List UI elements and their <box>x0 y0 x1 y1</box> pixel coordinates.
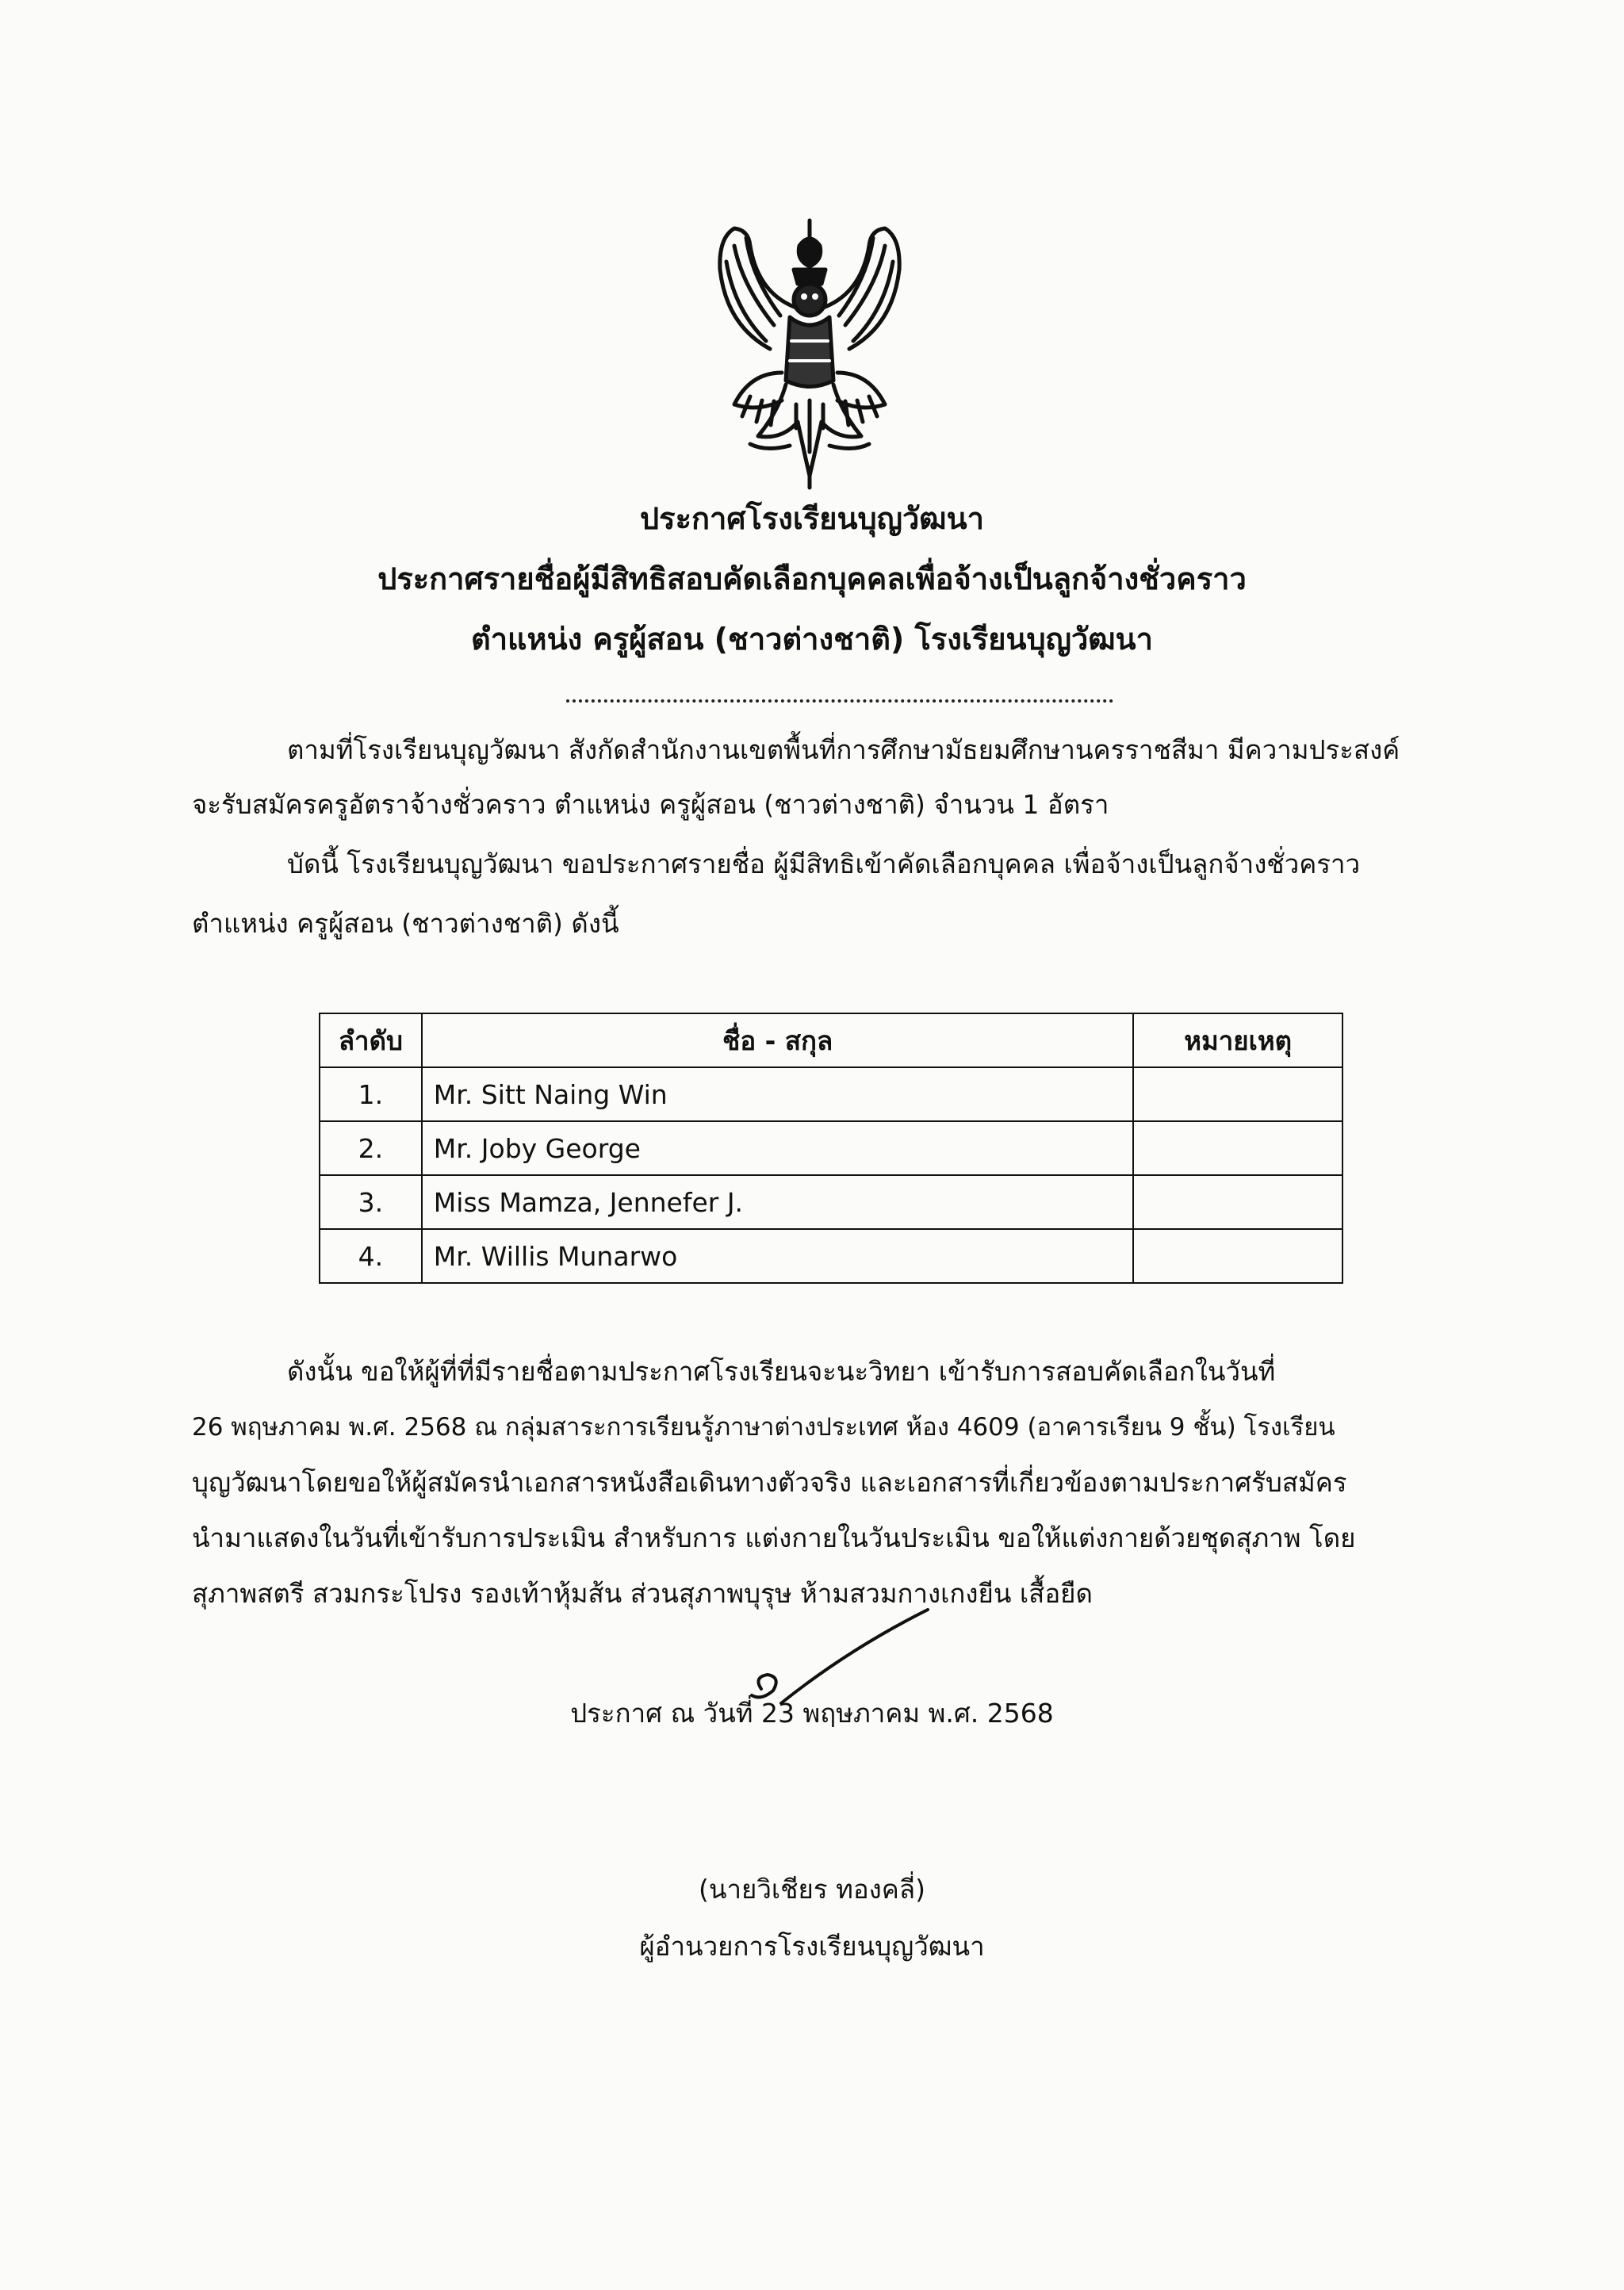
row-note <box>1133 1229 1342 1283</box>
signer-name: (นายวิเชียร ทองคลี่) <box>699 1874 925 1905</box>
table-header-row <box>320 1013 1342 1067</box>
row-name: Mr. Sitt Naing Win <box>422 1067 1134 1121</box>
column-header-name: ชื่อ - สกุล <box>422 1013 1134 1067</box>
column-header-note: หมายเหตุ <box>1133 1013 1342 1067</box>
signature-mark <box>737 1602 944 1721</box>
row-number: 1. <box>320 1067 422 1121</box>
row-number: 4. <box>320 1229 422 1283</box>
table-row <box>320 1175 1342 1229</box>
table-row <box>320 1067 1342 1121</box>
row-name: Mr. Joby George <box>422 1121 1134 1175</box>
announce-paragraph-line-2: ตำแหน่ง ครูผู้สอน (ชาวต่างชาติ) ดังนี้ <box>192 908 619 939</box>
table-row <box>320 1229 1342 1283</box>
garuda-emblem-icon <box>703 214 917 492</box>
row-note <box>1133 1121 1342 1175</box>
announcement-subject: ประกาศรายชื่อผู้มีสิทธิสอบคัดเลือกบุคคลเพื่อจ้างเป็นลูกจ้างชั่วคราว <box>377 561 1247 596</box>
row-name: Miss Mamza, Jennefer J. <box>422 1175 1134 1229</box>
announcement-position: ตำแหน่ง ครูผู้สอน (ชาวต่างชาติ) โรงเรียนบุญวัฒนา <box>471 622 1153 657</box>
table-row <box>320 1121 1342 1175</box>
dotted-divider <box>566 687 1113 703</box>
conclusion-line-4: นำมาแสดงในวันที่เข้ารับการประเมิน สำหรับการ แต่งกายในวันประเมิน ขอให้แต่งกายด้วยชุดสุภาพ โดย <box>192 1522 1356 1553</box>
announce-paragraph-line-1: บัดนี้ โรงเรียนบุญวัฒนา ขอประกาศรายชื่อ ผู้มีสิทธิเข้าคัดเลือกบุคคล เพื่อจ้างเป็นลูกจ้างชั่วคราว <box>287 848 1361 879</box>
column-header-number: ลำดับ <box>320 1013 422 1067</box>
intro-paragraph-line-1: ตามที่โรงเรียนบุญวัฒนา สังกัดสำนักงานเขตพื้นที่การศึกษามัธยมศึกษานครราชสีมา มีความประสงค์ <box>287 734 1400 765</box>
candidate-table <box>319 1013 1343 1284</box>
conclusion-line-2: 26 พฤษภาคม พ.ศ. 2568 ณ กลุ่มสาระการเรียนรู้ภาษาต่างประเทศ ห้อง 4609 (อาคารเรียน 9 ชั้น) โรงเรียน <box>192 1413 1335 1442</box>
row-note <box>1133 1175 1342 1229</box>
conclusion-line-1: ดังนั้น ขอให้ผู้ที่ที่มีรายชื่อตามประกาศโรงเรียนจะนะวิทยา เข้ารับการสอบคัดเลือกในวันที่ <box>287 1356 1276 1387</box>
announcement-title: ประกาศโรงเรียนบุญวัฒนา <box>640 501 984 536</box>
conclusion-line-3: บุญวัฒนาโดยขอให้ผู้สมัครนำเอกสารหนังสือเดินทางตัวจริง และเอกสารที่เกี่ยวข้องตามประกาศรับสมัคร <box>192 1467 1347 1498</box>
intro-paragraph-line-2: จะรับสมัครครูอัตราจ้างชั่วคราว ตำแหน่ง ครูผู้สอน (ชาวต่างชาติ) จำนวน 1 อัตรา <box>192 789 1109 820</box>
announcement-date: ประกาศ ณ วันที่ 23 พฤษภาคม พ.ศ. 2568 <box>570 1698 1054 1729</box>
row-number: 2. <box>320 1121 422 1175</box>
row-name: Mr. Willis Munarwo <box>422 1229 1134 1283</box>
conclusion-line-5: สุภาพสตรี สวมกระโปรง รองเท้าหุ้มส้น ส่วนสุภาพบุรุษ ห้ามสวมกางเกงยีน เสื้อยืด <box>192 1578 1093 1609</box>
row-number: 3. <box>320 1175 422 1229</box>
row-note <box>1133 1067 1342 1121</box>
signer-title: ผู้อำนวยการโรงเรียนบุญวัฒนา <box>639 1931 985 1962</box>
